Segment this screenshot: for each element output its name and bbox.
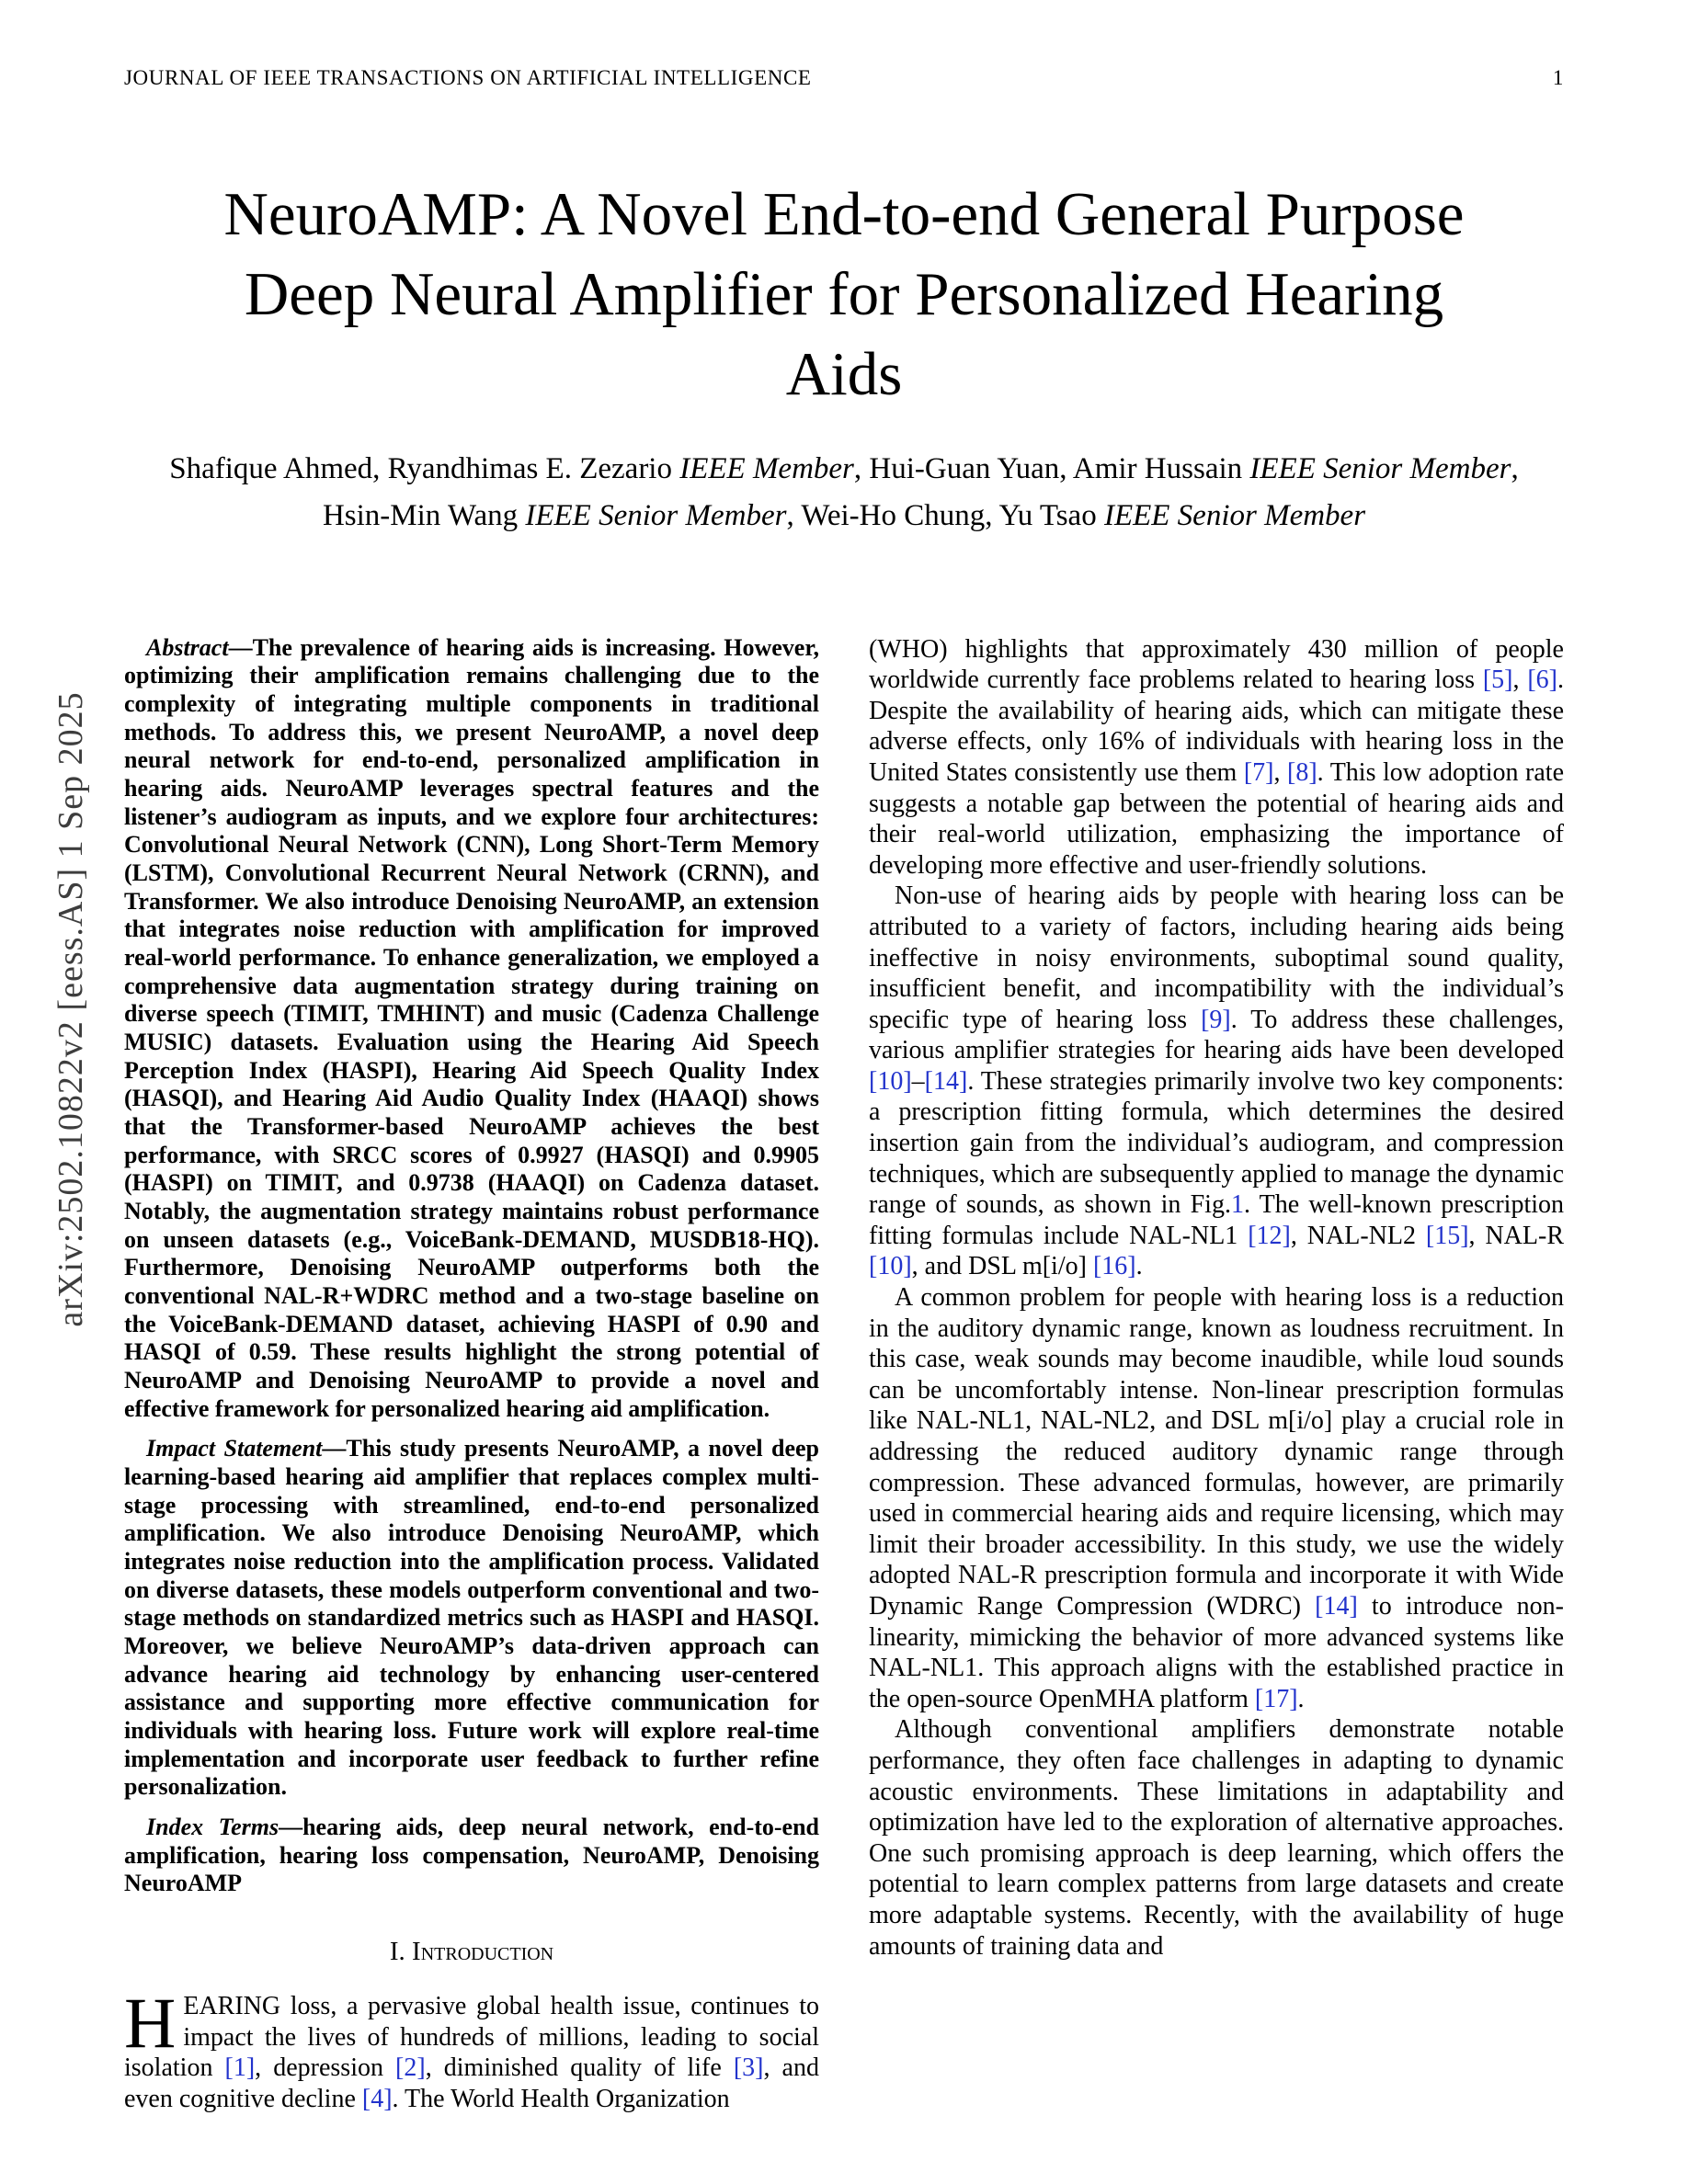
citation-link[interactable]: [15] (1425, 1221, 1469, 1250)
abstract-paragraph (124, 634, 819, 1424)
citation-link[interactable]: [10] (869, 1252, 912, 1281)
index-terms-label: Index Terms (146, 1814, 279, 1841)
author-segment: IEEE Member (679, 452, 854, 486)
right-column (869, 634, 1564, 2115)
citation-link[interactable]: [5] (1482, 665, 1513, 695)
citation-link[interactable]: [12] (1248, 1221, 1291, 1250)
figure-link[interactable]: 1 (1230, 1190, 1244, 1220)
paragraph: A common problem for people with hearing loss is a reduction in the auditory dynamic range, known as loudness recruitment. In this case, weak sounds may become inaudible, while loud sounds can be uncomfortably intense. Non-linear prescription formulas like NAL-NL1, NAL-NL2, and DSL m[i/o] play a crucial role in addressing the reduced auditory dynamic range through compression. These advanced formulas, however, are primarily used in commercial hearing aids and require licensing, which may limit their broader accessibility. In this study, we use the widely adopted NAL-R prescription formula and incorporate it with Wide Dynamic Range Compression (WDRC) [14] to introduce non-linearity, mimicking the behavior of more advanced systems like NAL-NL1. This approach aligns with the established practice in the open-source OpenMHA platform [17]. (869, 1283, 1565, 1713)
drop-cap: H (124, 1983, 177, 2064)
paper-title (145, 175, 1543, 415)
index-terms-text: —hearing aids, deep neural network, end-to-end amplification, hearing loss compensation, NeuroAMP, Denoising NeuroAMP (124, 1814, 820, 1897)
author-segment: , Wei-Ho Chung, Yu Tsao (786, 499, 1104, 533)
citation-link[interactable]: [9] (1201, 1005, 1231, 1034)
citation-link[interactable]: [14] (1315, 1591, 1358, 1621)
section-title: Introduction (412, 1937, 554, 1967)
citation-link[interactable]: [7] (1243, 757, 1274, 787)
impact-statement-text: —This study presents NeuroAMP, a novel deep learning-based hearing aid amplifier that replaces complex multi-stage processing with streamlined, end-to-end personalized amplification. We also introduce Denoising NeuroAMP, which integrates noise reduction into the amplification process. Validated on diverse datasets, these models outperform conventional and two-stage methods on standardized metrics such as HASPI and HASQI. Moreover, we believe NeuroAMP’s data-driven approach can advance hearing aid technology by enhancing user-centered assistance and supporting more effective communication for individuals with hearing loss. Future work will explore real-time implementation and incorporate user feedback to further refine personalization. (124, 1435, 820, 1801)
citation-link[interactable]: [14] (924, 1066, 968, 1096)
arxiv-stamp: arXiv:2502.10822v2 [eess.AS] 1 Sep 2025 (51, 691, 90, 1327)
intro-paragraph (124, 1983, 819, 2114)
author-segment: Hsin-Min Wang (322, 499, 526, 533)
citation-link[interactable]: [10] (869, 1066, 912, 1096)
citation-link[interactable]: [16] (1092, 1252, 1136, 1281)
paper-title-line: Aids (785, 340, 903, 409)
author-line-1 (124, 446, 1564, 493)
author-segment: Shafique Ahmed, Ryandhimas E. Zezario (169, 452, 680, 486)
author-segment: IEEE Senior Member (1249, 452, 1511, 486)
paragraph: (WHO) highlights that approximately 430 million of people worldwide currently face problems related to hearing loss [5], [6]. Despite the availability of hearing aids, which can mitigate these adverse effects, only 16% of individuals with hearing loss in the United States consistently use them [7], [8]. This low adoption rate suggests a notable gap between the potential of hearing aids and their real-world utilization, emphasizing the importance of developing more effective and user-friendly solutions. (869, 634, 1565, 880)
author-segment: IEEE Senior Member (1103, 499, 1366, 533)
two-column-body (124, 634, 1564, 2115)
citation-link[interactable]: [17] (1254, 1684, 1298, 1713)
paper-title-line: NeuroAMP: A Novel End-to-end General Purpose (223, 180, 1465, 248)
impact-statement-paragraph (124, 1435, 819, 1802)
impact-statement-label: Impact Statement (146, 1435, 323, 1462)
author-segment: , (1511, 452, 1519, 486)
author-line-2 (124, 493, 1564, 540)
citation-link[interactable]: [8] (1287, 757, 1317, 787)
citation-link[interactable]: [3] (733, 2053, 764, 2083)
citation-link[interactable]: [4] (361, 2084, 393, 2113)
citation-link[interactable]: [6] (1527, 665, 1557, 695)
paragraph: Non-use of hearing aids by people with hearing loss can be attributed to a variety of factors, including hearing aids being ineffective in noisy environments, suboptimal sound quality, insufficient benefit, and incompatibility with the individual’s specific type of hearing loss [9]. To address these challenges, various amplifier strategies for hearing aids have been developed [10]–[14]. These strategies primarily involve two key components: a prescription fitting formula, which determines the desired insertion gain from the individual’s audiogram, and compression techniques, which are subsequently applied to manage the dynamic range of sounds, as shown in Fig.1. The well-known prescription fitting formulas include NAL-NL1 [12], NAL-NL2 [15], NAL-R [10], and DSL m[i/o] [16]. (869, 882, 1565, 1281)
abstract-text: —The prevalence of hearing aids is increasing. However, optimizing their amplification remains challenging due to the complexity of integrating multiple components in traditional methods. To address this, we present NeuroAMP, a novel deep neural network for end-to-end, personalized amplification in hearing aids. NeuroAMP leverages spectral features and the listener’s audiogram as inputs, and we explore four architectures: Convolutional Neural Network (CNN), Long Short-Term Memory (LSTM), Convolutional Recurrent Neural Network (CRNN), and Transformer. We also introduce Denoising NeuroAMP, an extension that integrates noise reduction with amplification for improved real-world performance. To enhance generalization, we employed a comprehensive data augmentation strategy during training on diverse speech (TIMIT, TMHINT) and music (Cadenza Challenge MUSIC) datasets. Evaluation using the Hearing Aid Speech Perception Index (HASPI), Hearing Aid Speech Quality Index (HASQI), and Hearing Aid Audio Quality Index (HAAQI) shows that the Transformer-based NeuroAMP achieves the best performance, with SRCC scores of 0.9927 (HASQI) and 0.9905 (HASPI) on TIMIT, and 0.9738 (HAAQI) on Cadenza dataset. Notably, the augmentation strategy maintains robust performance on unseen datasets (e.g., VoiceBank-DEMAND, MUSDB18-HQ). Furthermore, Denoising NeuroAMP outperforms both the conventional NAL-R+WDRC method and a two-stage baseline on the VoiceBank-DEMAND dataset, achieving HASPI of 0.90 and HASQI of 0.59. These results highlight the strong potential of NeuroAMP and Denoising NeuroAMP to provide a novel and effective framework for personalized hearing aid amplification. (124, 633, 819, 1422)
journal-name: JOURNAL OF IEEE TRANSACTIONS ON ARTIFICIAL INTELLIGENCE (124, 66, 812, 89)
running-header (124, 66, 1564, 90)
index-terms-paragraph (124, 1814, 819, 1898)
intro-text: EARING loss, a pervasive global health issue, continues to impact the lives of hundreds of millions, leading to social isolation [1], depression [2], diminished quality of life [3], and even cognitive decline [4]. The World Health Organization (124, 1992, 819, 2113)
paragraph: Although conventional amplifiers demonstrate notable performance, they often face challenges in adapting to dynamic acoustic environments. These limitations in adaptability and optimization have led to the exploration of alternative approaches. One such promising approach is deep learning, which offers the potential to learn complex patterns from large datasets and create more adaptable systems. Recently, with the availability of huge amounts of training data and (869, 1715, 1564, 1961)
author-segment: IEEE Senior Member (525, 499, 787, 533)
citation-link[interactable]: [2] (395, 2053, 426, 2083)
section-number: I. (389, 1937, 405, 1967)
authors-block (124, 446, 1564, 540)
paper-title-line: Deep Neural Amplifier for Personalized Hearing (244, 260, 1444, 329)
citation-link[interactable]: [1] (224, 2053, 256, 2083)
page-number: 1 (1552, 66, 1564, 89)
left-column (124, 634, 819, 2115)
abstract-label: Abstract (146, 633, 229, 661)
section-heading-introduction (124, 1937, 819, 1967)
author-segment: , Hui-Guan Yuan, Amir Hussain (853, 452, 1250, 486)
